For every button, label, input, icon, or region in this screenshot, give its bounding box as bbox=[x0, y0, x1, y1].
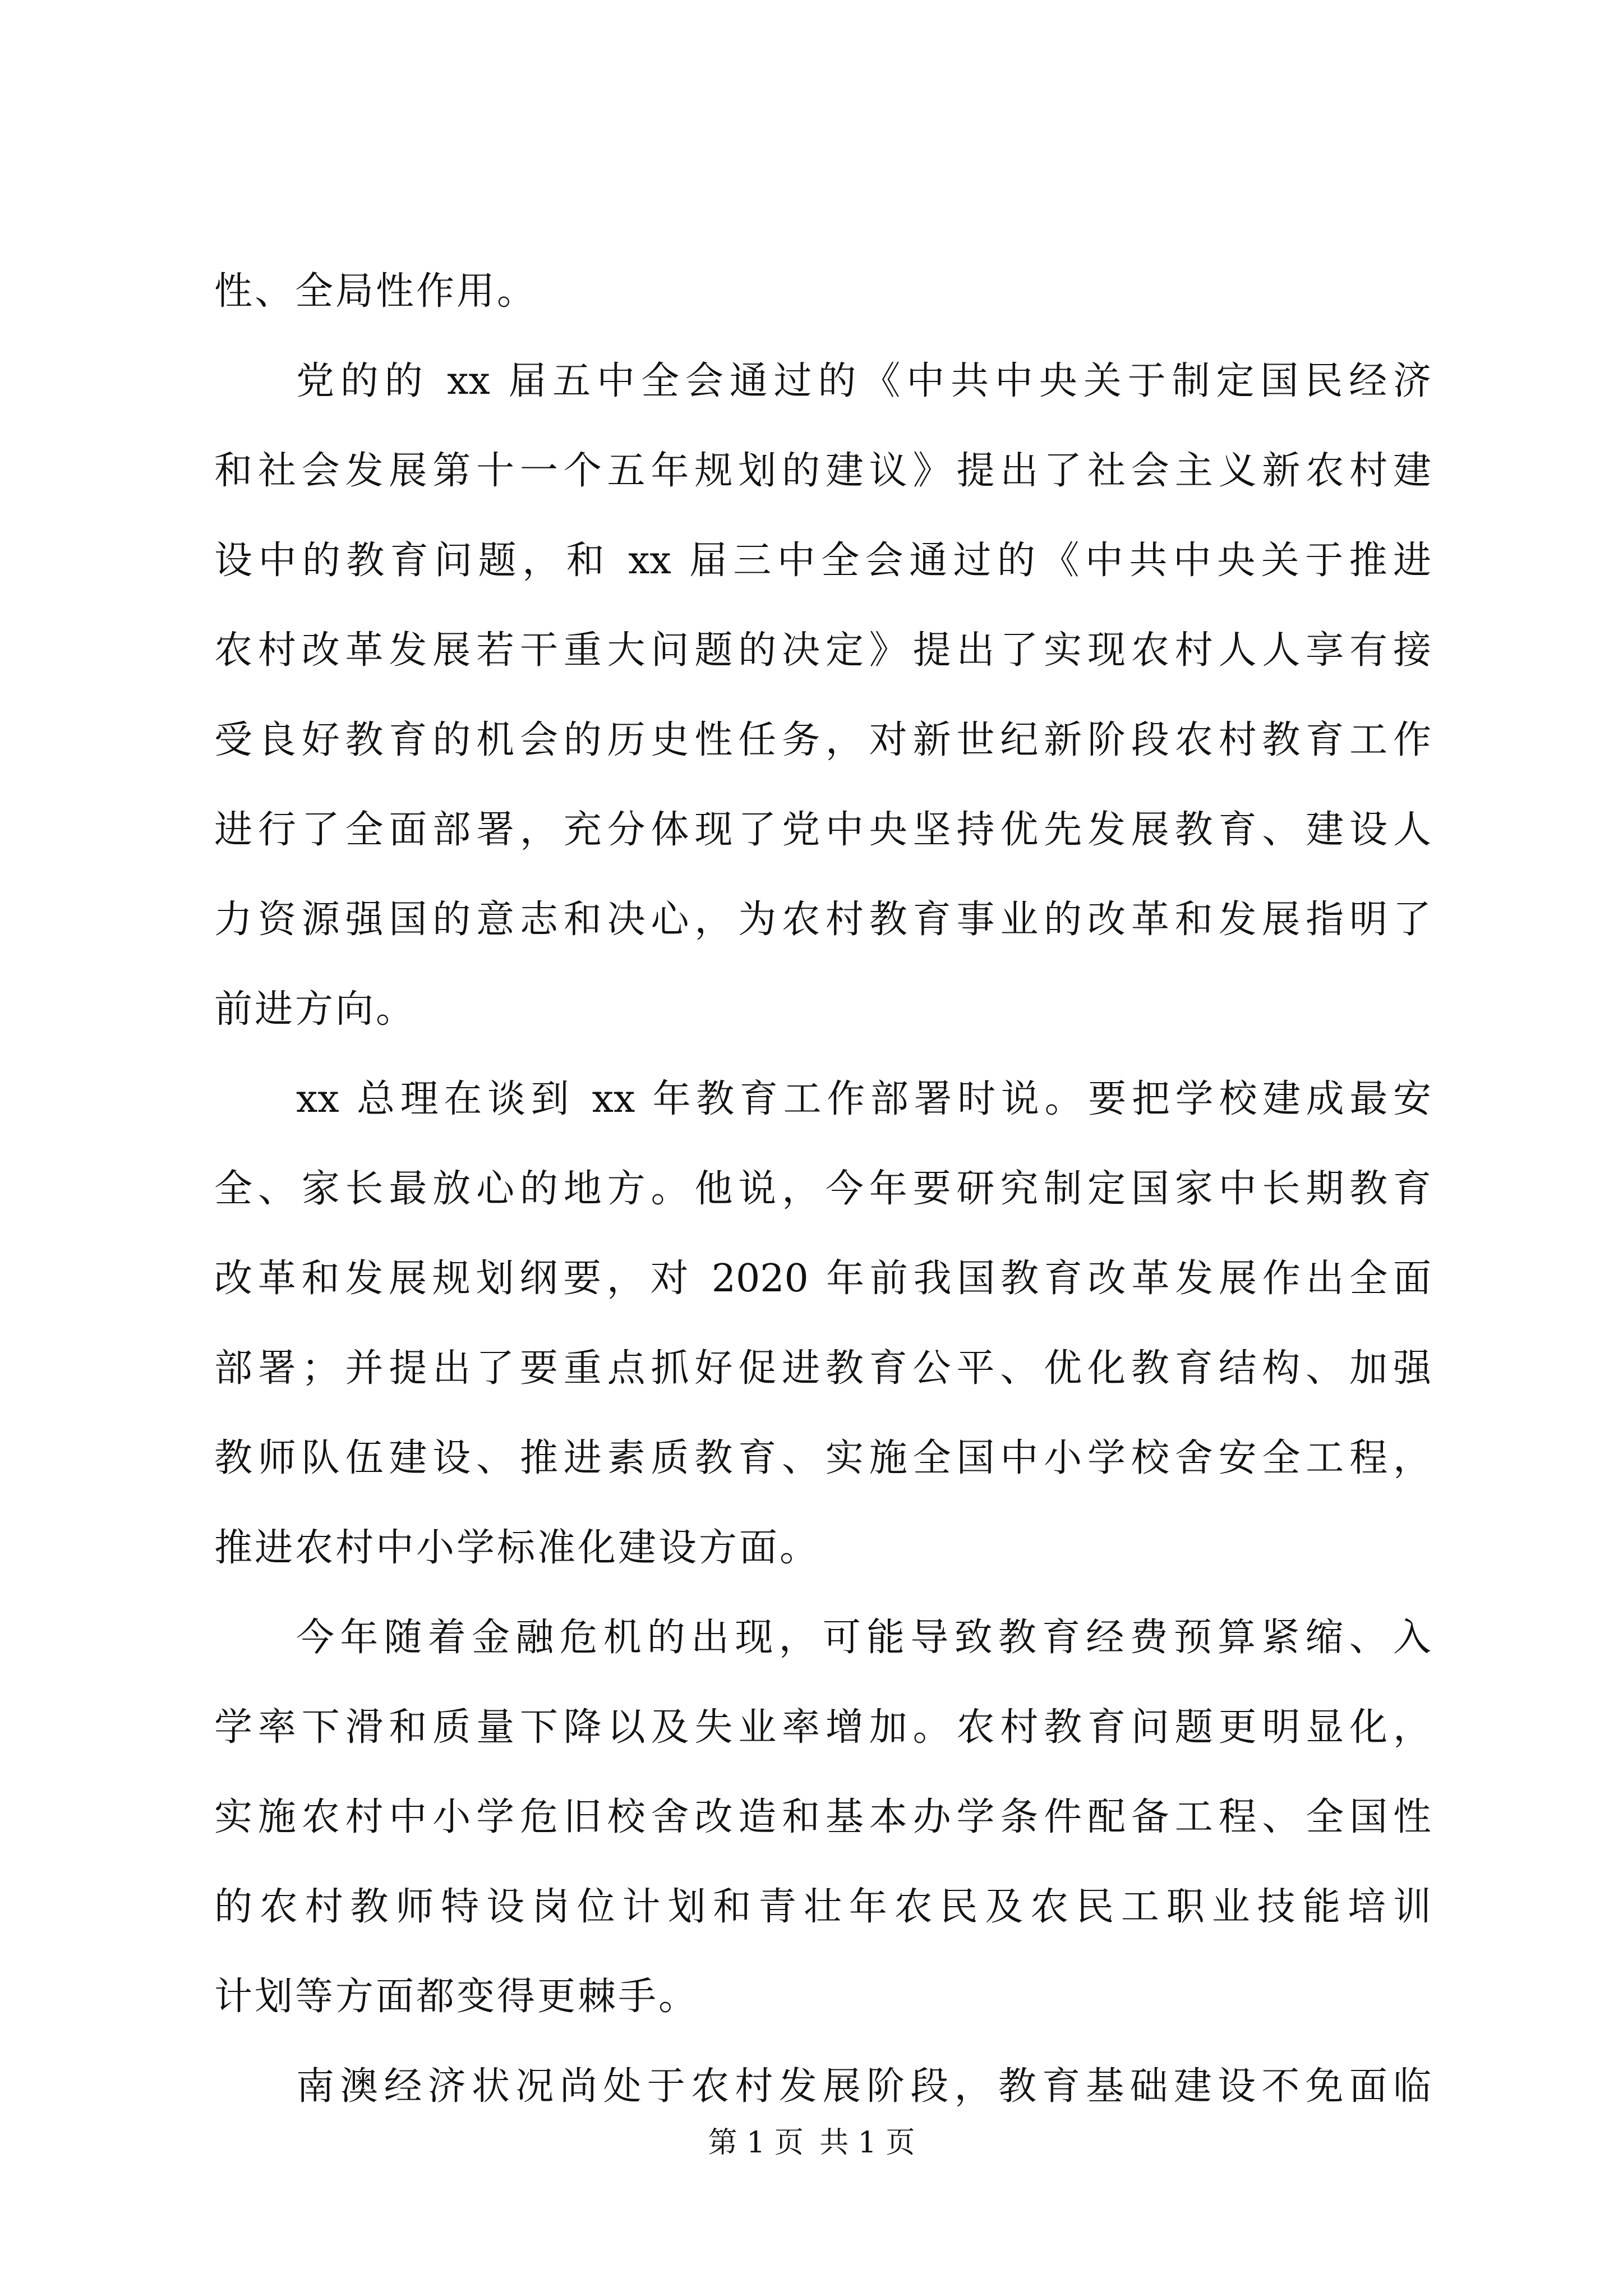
text-line: 部署；并提出了要重点抓好促进教育公平、优化教育结构、加强 bbox=[214, 1346, 1431, 1391]
paragraph-first-line: 党的的 xx 届五中全会通过的《中共中央关于制定国民经济 bbox=[296, 359, 1431, 403]
text-line: 推进农村中小学标准化建设方面。 bbox=[214, 1526, 820, 1570]
text-line: 设中的教育问题，和 xx 届三中全会通过的《中共中央关于推进 bbox=[214, 539, 1431, 583]
page-total: 共 1 页 bbox=[819, 2126, 915, 2160]
text-line: 受良好教育的机会的历史性任务，对新世纪新阶段农村教育工作 bbox=[214, 718, 1431, 762]
text-line: 的农村教师特设岗位计划和青壮年农民及农民工职业技能培训 bbox=[214, 1885, 1431, 1929]
text-line: 进行了全面部署，充分体现了党中央坚持优先发展教育、建设人 bbox=[214, 808, 1431, 852]
text-line: 和社会发展第十一个五年规划的建议》提出了社会主义新农村建 bbox=[214, 449, 1431, 493]
paragraph-first-line: 南澳经济状况尚处于农村发展阶段，教育基础建设不免面临 bbox=[296, 2064, 1431, 2109]
text-line: 前进方向。 bbox=[214, 987, 417, 1032]
paragraph-first-line: 今年随着金融危机的出现，可能导致教育经费预算紧缩、入 bbox=[296, 1616, 1431, 1660]
text-line: 学率下滑和质量下降以及失业率增加。农村教育问题更明显化， bbox=[214, 1705, 1431, 1750]
text-line: 改革和发展规划纲要，对 2020 年前我国教育改革发展作出全面 bbox=[214, 1257, 1431, 1301]
page-number: 第 1 页 bbox=[708, 2126, 804, 2160]
text-line: 教师队伍建设、推进素质教育、实施全国中小学校舍安全工程， bbox=[214, 1436, 1431, 1480]
text-line: 全、家长最放心的地方。他说，今年要研究制定国家中长期教育 bbox=[214, 1167, 1431, 1211]
text-line: 计划等方面都变得更棘手。 bbox=[214, 1975, 699, 2019]
text-line: 农村改革发展若干重大问题的决定》提出了实现农村人人享有接 bbox=[214, 628, 1431, 673]
text-line: 力资源强国的意志和决心，为农村教育事业的改革和发展指明了 bbox=[214, 898, 1431, 942]
page-footer bbox=[0, 2120, 1623, 2165]
text-line: 实施农村中小学危旧校舍改造和基本办学条件配备工程、全国性 bbox=[214, 1795, 1431, 1839]
paragraph-first-line: xx 总理在谈到 xx 年教育工作部署时说。要把学校建成最安 bbox=[296, 1077, 1431, 1121]
text-line: 性、全局性作用。 bbox=[214, 269, 538, 314]
